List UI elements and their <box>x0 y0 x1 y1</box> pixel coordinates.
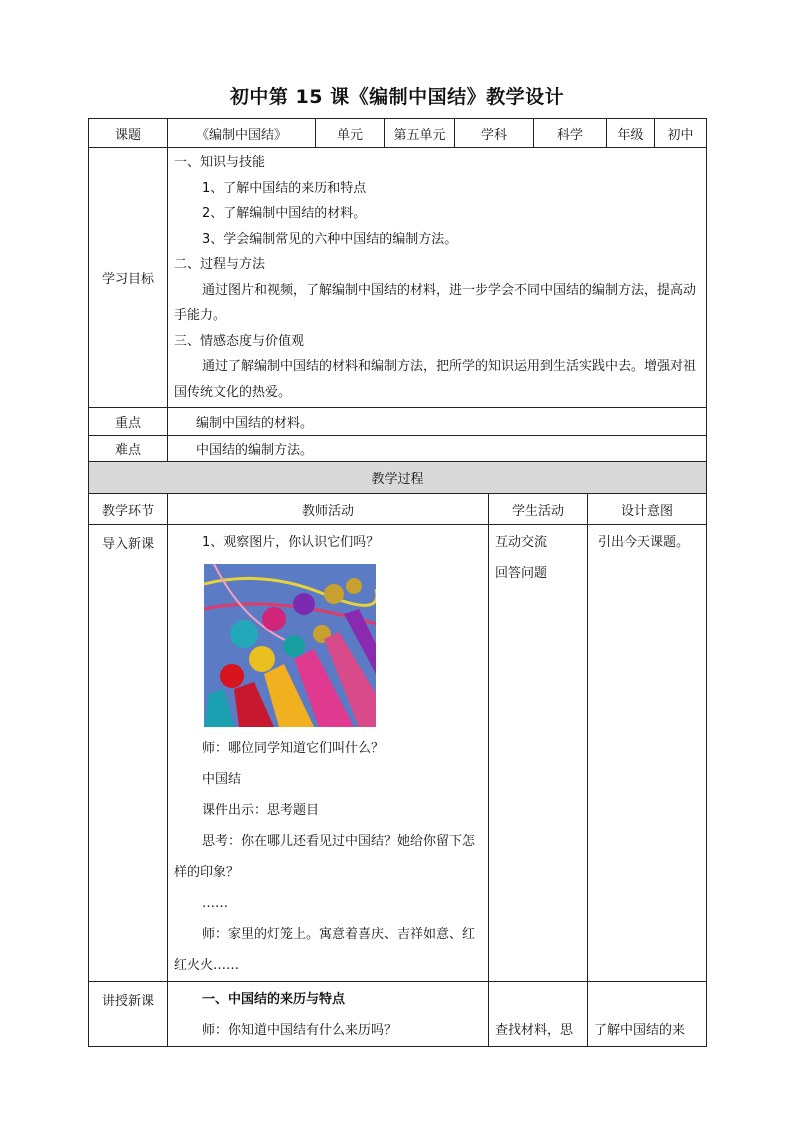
teacher-line: 课件出示：思考题目 <box>202 803 320 818</box>
info-table <box>88 118 707 462</box>
goals-content <box>168 148 707 408</box>
stage-intro: 导入新课 <box>89 525 168 982</box>
teacher-line: 师：家里的灯笼上。寓意着喜庆、吉祥如意、红红火火…… <box>174 927 476 973</box>
goal-item: 2、了解编制中国结的材料。 <box>202 206 367 221</box>
design-intent-intro <box>588 525 707 982</box>
chinese-knot-photo <box>204 564 376 727</box>
teacher-activity-new <box>168 982 489 1047</box>
teacher-line: 1、观察图片，你认识它们吗？ <box>202 535 380 550</box>
teacher-line: 一、中国结的来历与特点 <box>202 992 346 1007</box>
subject-value: 科学 <box>534 119 607 148</box>
col-stage: 教学环节 <box>89 494 168 525</box>
grade-value: 初中 <box>655 119 707 148</box>
unit-label: 单元 <box>316 119 385 148</box>
teacher-line: …… <box>202 896 228 911</box>
key-label: 重点 <box>89 408 168 436</box>
teacher-line: 师：哪位同学知道它们叫什么？ <box>202 741 385 756</box>
col-teacher: 教师活动 <box>168 494 489 525</box>
goal-section-3: 三、情感态度与价值观 <box>174 333 305 349</box>
difficulty-label: 难点 <box>89 436 168 462</box>
teacher-line: 思考：你在哪儿还看见过中国结？她给你留下怎样的印象？ <box>174 834 476 880</box>
student-line: 回答问题 <box>495 566 548 581</box>
topic-value: 《编制中国结》 <box>168 119 316 148</box>
teacher-activity-intro <box>168 525 489 982</box>
chinese-knot-illustration <box>204 564 376 727</box>
teacher-line: 师：你知道中国结有什么来历吗？ <box>202 1023 398 1038</box>
design-intent-new <box>588 982 707 1047</box>
intent-line: 引出今天课题。 <box>598 535 690 550</box>
intent-line: 了解中国结的来 <box>594 1023 686 1038</box>
page-title: 初中第 15 课《编制中国结》教学设计 <box>229 86 565 108</box>
goals-label: 学习目标 <box>89 148 168 408</box>
difficulty-text: 中国结的编制方法。 <box>168 436 707 462</box>
student-activity-new <box>489 982 588 1047</box>
col-intent: 设计意图 <box>588 494 707 525</box>
process-table <box>88 461 707 1047</box>
goal-text: 通过了解编制中国结的材料和编制方法，把所学的知识运用到生活实践中去。增强对祖国传统文化的热爱。 <box>174 359 697 400</box>
goal-section-1: 一、知识与技能 <box>174 155 266 170</box>
process-header: 教学过程 <box>89 462 707 494</box>
stage-new: 讲授新课 <box>89 982 168 1047</box>
teacher-line: 中国结 <box>202 772 242 787</box>
student-activity-intro <box>489 525 588 982</box>
goal-text: 通过图片和视频，了解编制中国结的材料，进一步学会不同中国结的编制方法，提高动手能力。 <box>174 282 697 323</box>
goal-item: 3、学会编制常见的六种中国结的编制方法。 <box>202 231 458 247</box>
unit-value: 第五单元 <box>385 119 455 148</box>
student-line: 查找材料，思 <box>495 1023 574 1038</box>
key-text: 编制中国结的材料。 <box>168 408 707 436</box>
subject-label: 学科 <box>455 119 534 148</box>
col-student: 学生活动 <box>489 494 588 525</box>
goal-item: 1、了解中国结的来历和特点 <box>202 180 367 196</box>
goal-section-2: 二、过程与方法 <box>174 257 266 272</box>
student-line: 互动交流 <box>495 535 548 550</box>
topic-label: 课题 <box>89 119 168 148</box>
grade-label: 年级 <box>607 119 655 148</box>
